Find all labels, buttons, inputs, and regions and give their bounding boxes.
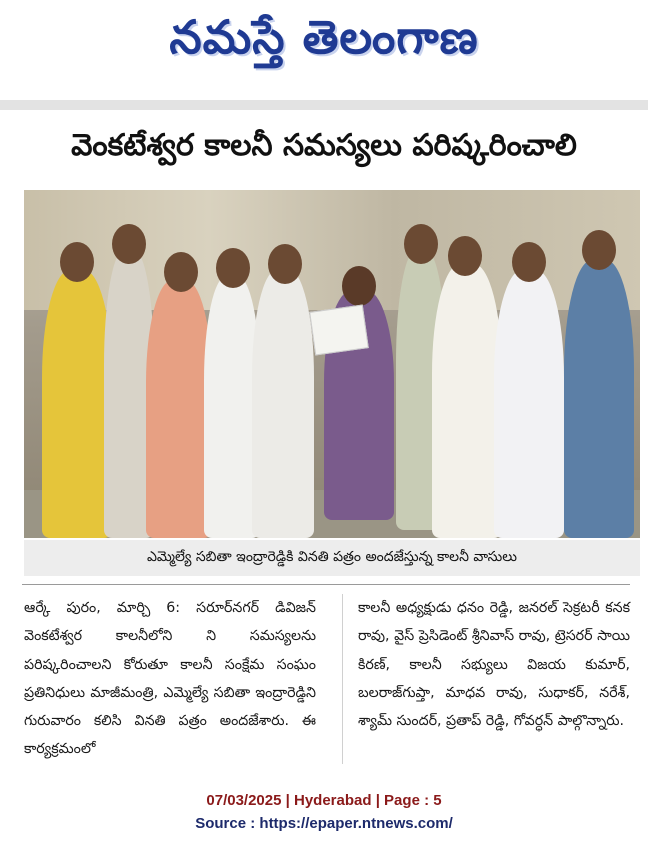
footer-date-line: 07/03/2025 | Hyderabad | Page : 5 — [206, 792, 442, 809]
article-photo — [24, 190, 640, 538]
footer-source-line: Source : https://epaper.ntnews.com/ — [195, 815, 453, 832]
person-figure — [42, 270, 112, 538]
caption-divider — [22, 584, 630, 585]
article-headline: వెంకటేశ్వర కాలనీ సమస్యలు పరిష్కరించాలి — [71, 128, 577, 163]
person-figure — [146, 280, 212, 538]
person-figure — [564, 260, 634, 538]
person-head — [60, 242, 94, 282]
person-figure — [432, 264, 502, 538]
person-figure — [252, 270, 314, 538]
photo-caption: ఎమ్మెల్యే సబితా ఇంద్రారెడ్డికి వినతి పత్రం అందజేస్తున్న కాలనీ వాసులు — [24, 540, 640, 576]
person-head — [112, 224, 146, 264]
masthead-divider — [0, 100, 648, 110]
person-head — [216, 248, 250, 288]
newspaper-logo: నమస్తే తెలంగాణ — [169, 10, 479, 64]
person-head — [512, 242, 546, 282]
column-separator — [342, 594, 343, 764]
article-body-left-column: ఆర్కే పురం, మార్చి 6: సరూర్‌నగర్ డివిజన్ వెంకటేశ్వర కాలనీలోని ని సమస్యలను పరిష్కరించాలని కోరుతూ కాలనీ సంక్షేమ సంఘం ప్రతినిధులు మాజీమంత్రి, ఎమ్మెల్యే సబితా ఇంద్రారెడ్డిని గురువారం కలిసి వినతి పత్రం అందజేశారు. ఈ కార్యక్రమంలో — [24, 600, 316, 758]
person-head — [582, 230, 616, 270]
memorandum-paper — [309, 304, 369, 355]
person-figure — [494, 270, 564, 538]
person-head — [164, 252, 198, 292]
person-head — [268, 244, 302, 284]
person-head — [342, 266, 376, 306]
person-head — [404, 224, 438, 264]
article-body-right-column: కాలనీ అధ్యక్షుడు ధనం రెడ్డి, జనరల్ సెక్రటరీ కనక రావు, వైస్ ప్రెసిడెంట్ శ్రీనివాస్ రావు, ట్రెసరర్ సాయి కిరణ్, కాలనీ సభ్యులు విజయ కుమార్, బలరాజ్‌గుప్తా, మాధవ రావు, సుధాకర్, నరేశ్, శ్యామ్ సుందర్, ప్రతాప్ రెడ్డి, గోవర్ధన్ పాల్గొన్నారు. — [358, 600, 630, 730]
masthead — [0, 8, 648, 78]
person-head — [448, 236, 482, 276]
